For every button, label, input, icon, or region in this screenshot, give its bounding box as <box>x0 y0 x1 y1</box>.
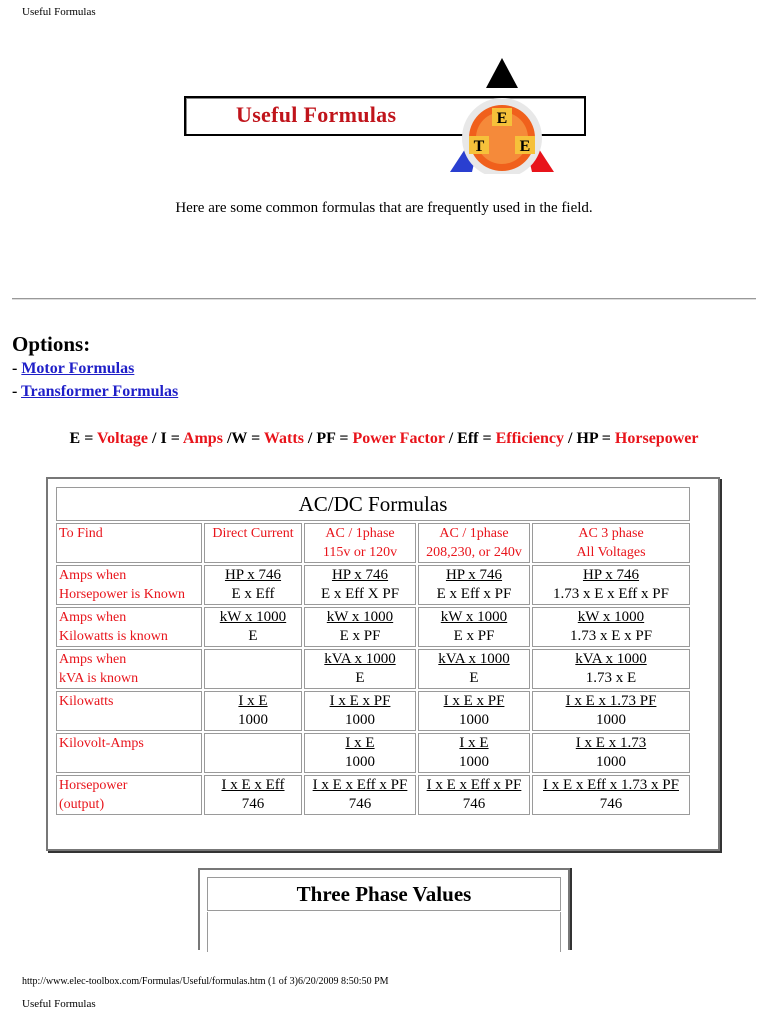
formula-denominator: 746 <box>599 796 623 812</box>
formula-denominator: 1000 <box>459 754 489 770</box>
formula-denominator: E x Eff X PF <box>320 586 400 602</box>
formula-numerator <box>535 692 687 711</box>
acdc-grid <box>54 485 692 817</box>
formula-denominator: E x PF <box>453 628 495 644</box>
formula-cell <box>532 607 690 647</box>
row-label-line: kVA is known <box>59 671 139 686</box>
table-row <box>56 691 690 731</box>
formula-numerator-text: I x E x Eff x PF <box>312 777 408 793</box>
row-label-line: Kilovolt-Amps <box>59 736 144 751</box>
acdc-formulas-table <box>46 477 720 851</box>
formula-numerator-text: kW x 1000 <box>219 609 287 625</box>
three-phase-cell-border <box>207 912 208 952</box>
formula-denominator: 1.73 x E x PF <box>569 628 653 644</box>
formula-numerator <box>535 776 687 795</box>
formula-denominator: E <box>469 670 479 686</box>
formula-cell <box>418 649 530 689</box>
formula-cell <box>304 733 416 773</box>
column-header-line: AC / 1phase <box>439 526 509 541</box>
formula-cell <box>532 691 690 731</box>
ete-logo-icon <box>432 56 572 174</box>
formula-numerator <box>207 608 299 627</box>
formula-cell <box>532 565 690 605</box>
legend-value: Horsepower <box>614 430 699 447</box>
formula-numerator-text: I x E x 1.73 PF <box>565 693 657 709</box>
column-header-line: 115v or 120v <box>322 545 398 560</box>
formula-numerator-text: kVA x 1000 <box>438 651 510 667</box>
row-label <box>56 607 202 647</box>
formula-numerator-text: I x E x 1.73 <box>575 735 647 751</box>
formula-numerator <box>207 566 299 585</box>
formula-cell <box>418 691 530 731</box>
formula-denominator: 1000 <box>345 712 375 728</box>
formula-denominator: 746 <box>348 796 372 812</box>
formula-cell <box>532 649 690 689</box>
table-row <box>56 649 690 689</box>
formula-numerator-text: I x E x Eff x PF <box>426 777 522 793</box>
row-label <box>56 691 202 731</box>
formula-cell <box>304 607 416 647</box>
formula-numerator <box>421 566 527 585</box>
row-label-line: Amps when <box>59 652 127 667</box>
formula-numerator <box>421 650 527 669</box>
formula-numerator-text: I x E x Eff <box>221 777 285 793</box>
column-header-line: AC 3 phase <box>578 526 644 541</box>
row-label-line: Horsepower <box>59 778 128 793</box>
formula-numerator-text: I x E <box>238 693 268 709</box>
formula-numerator <box>307 566 413 585</box>
formula-cell <box>204 607 302 647</box>
table-row <box>56 733 690 773</box>
logo-letter-top: E <box>496 110 508 127</box>
formula-cell <box>304 775 416 815</box>
formula-numerator <box>307 734 413 753</box>
logo-letter-left: T <box>473 138 485 155</box>
formula-denominator: 1000 <box>238 712 268 728</box>
formula-numerator <box>421 776 527 795</box>
row-label <box>56 733 202 773</box>
formula-denominator: 746 <box>462 796 486 812</box>
formula-numerator-text: HP x 746 <box>582 567 640 583</box>
formula-numerator <box>535 608 687 627</box>
legend-key: /W = <box>222 430 264 447</box>
legend-key: / Eff = <box>444 430 496 447</box>
formula-cell <box>418 775 530 815</box>
row-label-line: Amps when <box>59 610 127 625</box>
formula-numerator <box>535 566 687 585</box>
formula-cell <box>418 565 530 605</box>
options-heading: Options: <box>12 332 91 356</box>
formula-cell <box>304 649 416 689</box>
motor-formulas-link[interactable]: Motor Formulas <box>21 360 135 377</box>
legend-value: Voltage <box>97 430 149 447</box>
formula-cell <box>204 649 302 689</box>
formula-numerator-text: I x E x Eff x 1.73 x PF <box>543 777 679 793</box>
column-header <box>56 523 202 563</box>
formula-numerator <box>535 734 687 753</box>
formula-numerator-text: kW x 1000 <box>440 609 508 625</box>
legend-value: Amps <box>182 430 223 447</box>
formula-numerator <box>307 692 413 711</box>
formula-denominator: E <box>355 670 365 686</box>
table-row <box>56 607 690 647</box>
formula-numerator-text: kVA x 1000 <box>324 651 396 667</box>
legend-key: / PF = <box>303 430 353 447</box>
column-header-line: All Voltages <box>576 545 646 560</box>
row-label-line: (output) <box>59 797 105 812</box>
formula-numerator <box>535 650 687 669</box>
formula-denominator: E x PF <box>339 628 381 644</box>
page-header-title: Useful Formulas <box>22 6 96 18</box>
row-label <box>56 775 202 815</box>
formula-denominator: 1000 <box>459 712 489 728</box>
formula-denominator: 1.73 x E <box>585 670 637 686</box>
row-label-line: Kilowatts <box>59 694 114 709</box>
formula-numerator <box>207 776 299 795</box>
formula-denominator: 1000 <box>596 712 626 728</box>
row-label <box>56 565 202 605</box>
legend-key: / HP = <box>564 430 615 447</box>
formula-numerator <box>421 734 527 753</box>
option-transformer-formulas <box>12 383 178 401</box>
formula-numerator-text: I x E <box>459 735 489 751</box>
formula-denominator: E <box>248 628 258 644</box>
formula-numerator-text: kVA x 1000 <box>575 651 647 667</box>
option-prefix: - <box>12 383 22 400</box>
table-row <box>56 775 690 815</box>
transformer-formulas-link[interactable]: Transformer Formulas <box>21 383 179 400</box>
formula-numerator-text: I x E x PF <box>443 693 505 709</box>
formula-numerator-text: I x E <box>345 735 375 751</box>
three-phase-title: Three Phase Values <box>207 877 561 911</box>
option-motor-formulas <box>12 360 134 378</box>
formula-cell <box>532 733 690 773</box>
legend-key: / I = <box>148 430 183 447</box>
formula-numerator <box>307 776 413 795</box>
formula-numerator-text: kW x 1000 <box>326 609 394 625</box>
formula-cell <box>304 691 416 731</box>
formula-cell <box>204 565 302 605</box>
row-label-line: Kilowatts is known <box>59 629 168 644</box>
acdc-header-row <box>56 523 690 563</box>
column-header-line: To Find <box>59 526 103 541</box>
formula-numerator-text: HP x 746 <box>445 567 503 583</box>
acdc-table-title: AC/DC Formulas <box>56 487 690 521</box>
formula-denominator: 1.73 x E x Eff x PF <box>553 586 669 602</box>
column-header-line: Direct Current <box>212 526 294 541</box>
formula-numerator <box>421 692 527 711</box>
formula-cell <box>304 565 416 605</box>
formula-numerator-text: I x E x PF <box>329 693 391 709</box>
formula-cell <box>204 775 302 815</box>
option-prefix: - <box>12 360 22 377</box>
three-phase-table <box>198 868 570 950</box>
formula-denominator: E x Eff x PF <box>436 586 512 602</box>
formula-denominator: 1000 <box>345 754 375 770</box>
formula-numerator <box>307 650 413 669</box>
column-header <box>532 523 690 563</box>
abbreviation-legend <box>0 430 768 448</box>
formula-numerator <box>421 608 527 627</box>
footer-url: http://www.elec-toolbox.com/Formulas/Useful/formulas.htm (1 of 3)6/20/2009 8:50:50 PM <box>22 976 389 987</box>
banner-title: Useful Formulas <box>236 102 397 127</box>
formula-cell <box>532 775 690 815</box>
formula-numerator <box>307 608 413 627</box>
formula-numerator-text: HP x 746 <box>224 567 282 583</box>
column-header-line: AC / 1phase <box>325 526 395 541</box>
logo-letter-right: E <box>519 138 531 155</box>
formula-denominator: E x Eff <box>231 586 275 602</box>
column-header <box>418 523 530 563</box>
formula-numerator <box>207 692 299 711</box>
row-label <box>56 649 202 689</box>
row-label-line: Amps when <box>59 568 127 583</box>
formula-cell <box>418 733 530 773</box>
formula-cell <box>418 607 530 647</box>
banner <box>184 56 586 176</box>
formula-denominator: 746 <box>241 796 265 812</box>
row-label-line: Horsepower is Known <box>59 587 185 602</box>
legend-value: Power Factor <box>352 430 445 447</box>
formula-numerator-text: kW x 1000 <box>577 609 645 625</box>
table-row <box>56 565 690 605</box>
column-header <box>304 523 416 563</box>
formula-cell <box>204 733 302 773</box>
intro-text: Here are some common formulas that are frequently used in the field. <box>175 200 593 216</box>
footer-title: Useful Formulas <box>22 998 96 1010</box>
three-phase-cell-border <box>560 912 561 952</box>
formula-denominator: 1000 <box>596 754 626 770</box>
horizontal-divider <box>12 298 756 300</box>
formula-cell <box>204 691 302 731</box>
legend-value: Efficiency <box>495 430 565 447</box>
column-header-line: 208,230, or 240v <box>426 545 522 560</box>
legend-value: Watts <box>263 430 304 447</box>
legend-key: E = <box>69 430 98 447</box>
column-header <box>204 523 302 563</box>
formula-numerator-text: HP x 746 <box>331 567 389 583</box>
